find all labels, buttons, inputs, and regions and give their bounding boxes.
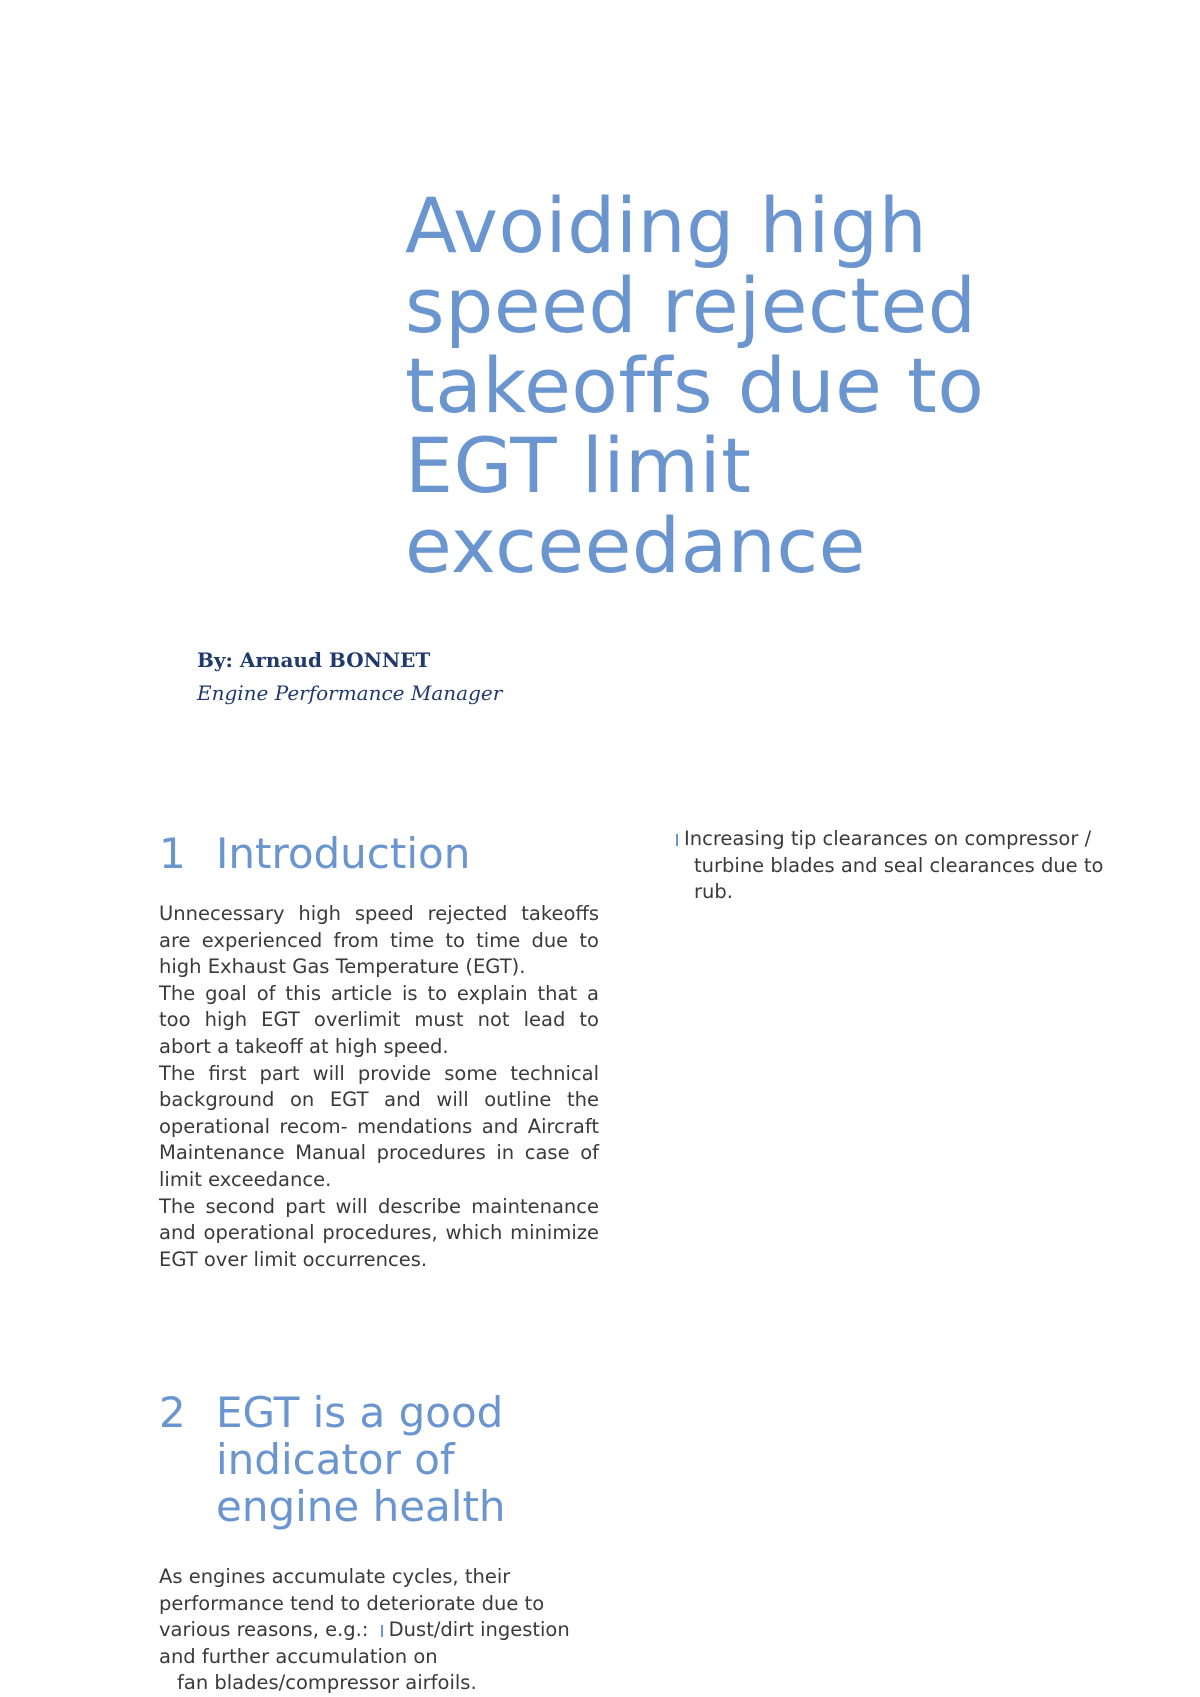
title-line: Avoiding high bbox=[405, 181, 928, 270]
title-line: EGT limit bbox=[405, 421, 752, 510]
introduction-body bbox=[159, 901, 599, 1273]
bullet-item bbox=[676, 826, 1156, 853]
section-title-line: EGT is a good bbox=[216, 1388, 504, 1437]
bullet-continuation: rub. bbox=[694, 880, 733, 904]
section-number: 1 bbox=[159, 829, 186, 878]
title-line: exceedance bbox=[405, 501, 866, 590]
paragraph: The second part will describe maintenance and operational procedures, which minimize EGT over limit occurrences. bbox=[159, 1194, 599, 1271]
paragraph: The goal of this article is to explain that a too high EGT overlimit must not lead to abort a takeoff at high speed. bbox=[159, 981, 599, 1058]
section-heading-egt-indicator bbox=[159, 1389, 506, 1530]
paragraph: Unnecessary high speed rejected takeoffs are experienced from time to time due to high Exhaust Gas Temperature (EGT). bbox=[159, 902, 599, 979]
bullet-continuation: turbine blades and seal clearances due to bbox=[694, 853, 1104, 877]
author-name: By: Arnaud BONNET bbox=[197, 648, 431, 672]
title-line: speed rejected bbox=[405, 261, 977, 350]
bullet-text: Increasing tip clearances on compressor / bbox=[684, 827, 1092, 850]
text-line: performance tend to deteriorate due to bbox=[159, 1591, 545, 1615]
author-role: Engine Performance Manager bbox=[197, 681, 503, 705]
bullet-marker-icon bbox=[676, 834, 678, 846]
section-title: Introduction bbox=[216, 829, 471, 878]
right-column bbox=[676, 826, 1156, 906]
section-number: 2 bbox=[159, 1388, 186, 1437]
section-title-line: indicator of bbox=[216, 1435, 455, 1484]
title-line: takeoffs due to bbox=[405, 341, 985, 430]
text-fragment: various reasons, e.g.: bbox=[159, 1618, 375, 1642]
bullet-marker-icon bbox=[381, 1625, 383, 1637]
section-title-line: engine health bbox=[216, 1482, 506, 1531]
text-line: As engines accumulate cycles, their bbox=[159, 1565, 511, 1588]
text-line: fan blades/compressor airfoils. bbox=[177, 1671, 477, 1695]
text-line: and further accumulation on bbox=[159, 1644, 438, 1668]
text-line bbox=[159, 1617, 599, 1644]
egt-section-body bbox=[159, 1564, 599, 1697]
paragraph: The first part will provide some technical background on EGT and will outline the operational recom- mendations and Aircraft Maintenance Manual procedures in case of limit exceedance. bbox=[159, 1061, 599, 1191]
section-heading-introduction bbox=[159, 830, 470, 877]
section-title bbox=[216, 1389, 506, 1530]
bullet-item: Dust/dirt ingestion bbox=[388, 1618, 570, 1642]
document-title bbox=[405, 181, 1105, 590]
